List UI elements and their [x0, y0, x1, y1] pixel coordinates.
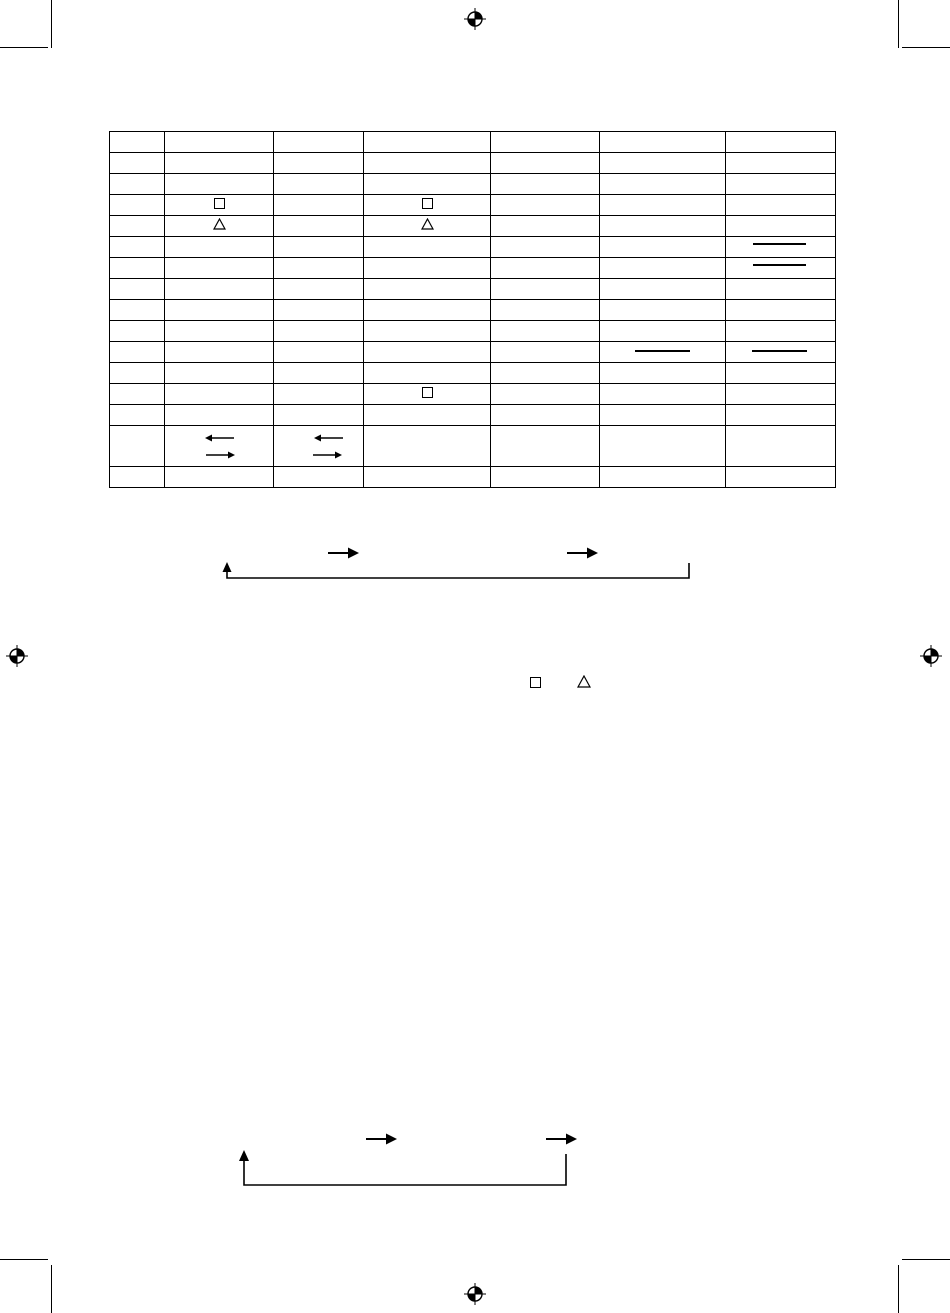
table-cell — [165, 237, 274, 258]
table-cell — [364, 342, 491, 363]
table-cell — [600, 467, 726, 488]
table-cell — [165, 300, 274, 321]
table-cell — [491, 342, 600, 363]
table-cell — [165, 321, 274, 342]
crop-mark-top-left-v — [51, 0, 52, 48]
table-row — [110, 174, 836, 195]
registration-mark-left — [6, 645, 28, 667]
table-cell — [491, 384, 600, 405]
table-cell — [600, 237, 726, 258]
crop-mark-bottom-right-h — [902, 1259, 950, 1260]
specification-table — [109, 131, 836, 488]
table-cell — [364, 426, 491, 467]
table-row — [110, 405, 836, 426]
table-cell — [600, 174, 726, 195]
table-cell — [726, 300, 836, 321]
table-cell — [364, 467, 491, 488]
table-row — [110, 216, 836, 237]
table-cell — [491, 300, 600, 321]
arrow-right-icon — [312, 451, 342, 459]
table-cell — [600, 342, 726, 363]
table-cell — [364, 258, 491, 279]
crop-mark-top-right-h — [902, 47, 950, 48]
table-cell — [491, 279, 600, 300]
table-cell — [274, 426, 364, 467]
table-cell — [165, 132, 274, 153]
arrow-right-icon — [328, 548, 359, 559]
table-cell — [726, 237, 836, 258]
table-cell — [274, 174, 364, 195]
table-cell — [274, 216, 364, 237]
arrow-left-icon — [314, 434, 344, 442]
table-cell — [726, 132, 836, 153]
table-row — [110, 195, 836, 216]
table-cell — [600, 384, 726, 405]
table-cell — [491, 426, 600, 467]
table-row — [110, 279, 836, 300]
table-cell — [491, 467, 600, 488]
table-cell — [110, 174, 165, 195]
table-cell — [600, 363, 726, 384]
crop-mark-top-left-h — [0, 47, 48, 48]
square-icon — [422, 387, 433, 398]
square-icon — [422, 198, 433, 209]
table-cell — [274, 300, 364, 321]
table-cell — [274, 384, 364, 405]
registration-mark-bottom — [464, 1283, 486, 1305]
table-cell — [726, 363, 836, 384]
table-cell — [364, 153, 491, 174]
table-row — [110, 321, 836, 342]
table-cell — [726, 405, 836, 426]
table-cell — [274, 237, 364, 258]
table-row — [110, 384, 836, 405]
table-cell — [165, 467, 274, 488]
table-cell — [274, 321, 364, 342]
arrow-left-icon — [205, 434, 235, 442]
table-cell — [491, 216, 600, 237]
crop-mark-bottom-left-v — [51, 1265, 52, 1313]
table-cell — [274, 153, 364, 174]
table-cell — [491, 363, 600, 384]
table-cell — [110, 195, 165, 216]
overline-mark — [753, 243, 806, 245]
table-cell — [491, 174, 600, 195]
table-cell — [274, 405, 364, 426]
table-cell — [491, 195, 600, 216]
crop-mark-top-right-v — [898, 0, 899, 48]
return-arrow — [223, 562, 690, 578]
arrow-right-icon — [366, 1134, 397, 1145]
table-cell — [110, 405, 165, 426]
arrow-right-icon — [567, 548, 598, 559]
table-cell — [165, 258, 274, 279]
table-cell — [364, 216, 491, 237]
triangle-icon — [577, 675, 591, 688]
table-cell — [726, 342, 836, 363]
table-cell — [491, 258, 600, 279]
table-cell — [600, 132, 726, 153]
table-cell — [165, 405, 274, 426]
table-cell — [165, 153, 274, 174]
table-cell — [600, 300, 726, 321]
table-cell — [600, 216, 726, 237]
table-cell — [600, 405, 726, 426]
table-cell — [274, 342, 364, 363]
table-cell — [364, 195, 491, 216]
table-cell — [110, 384, 165, 405]
table-cell — [110, 237, 165, 258]
table-cell — [110, 153, 165, 174]
table-cell — [726, 384, 836, 405]
table-cell — [491, 321, 600, 342]
table-cell — [600, 195, 726, 216]
table-cell — [491, 237, 600, 258]
table-row — [110, 467, 836, 488]
cycle-diagram-2 — [232, 1128, 582, 1190]
table-cell — [274, 195, 364, 216]
table-cell — [110, 279, 165, 300]
registration-mark-top — [464, 8, 486, 30]
table-cell — [726, 153, 836, 174]
table-cell — [726, 258, 836, 279]
table-cell — [274, 279, 364, 300]
table-row — [110, 342, 836, 363]
table-cell — [364, 237, 491, 258]
table-cell — [110, 321, 165, 342]
registration-mark-right — [920, 645, 942, 667]
triangle-icon — [213, 218, 226, 230]
overline-mark — [752, 350, 807, 352]
table-cell — [274, 258, 364, 279]
table-cell — [110, 426, 165, 467]
table-cell — [726, 321, 836, 342]
arrow-right-icon — [205, 451, 235, 459]
cycle-diagram-1 — [215, 540, 700, 585]
overline-mark — [753, 264, 806, 266]
table-cell — [491, 132, 600, 153]
table-cell — [165, 342, 274, 363]
table-cell — [110, 467, 165, 488]
table-row — [110, 237, 836, 258]
table-cell — [165, 363, 274, 384]
table-cell — [491, 405, 600, 426]
table-cell — [110, 300, 165, 321]
triangle-icon — [421, 218, 434, 230]
crop-mark-bottom-left-h — [0, 1259, 48, 1260]
table-cell — [274, 363, 364, 384]
table-cell — [165, 195, 274, 216]
table-cell — [364, 405, 491, 426]
table-cell — [726, 426, 836, 467]
table-cell — [600, 258, 726, 279]
table-cell — [726, 467, 836, 488]
arrow-right-icon — [546, 1134, 577, 1145]
table-cell — [726, 216, 836, 237]
table-cell — [110, 342, 165, 363]
table-row — [110, 363, 836, 384]
overline-mark — [635, 350, 690, 352]
table-cell — [364, 279, 491, 300]
table-cell — [600, 321, 726, 342]
table-row — [110, 258, 836, 279]
table-cell — [165, 279, 274, 300]
table-row — [110, 153, 836, 174]
table-cell — [726, 195, 836, 216]
table-cell — [110, 258, 165, 279]
table-cell — [364, 174, 491, 195]
table-cell — [364, 300, 491, 321]
table-cell — [165, 174, 274, 195]
return-arrow — [239, 1150, 566, 1185]
table-cell — [491, 153, 600, 174]
table-cell — [274, 467, 364, 488]
table-cell — [600, 426, 726, 467]
table-cell — [364, 132, 491, 153]
table-cell — [110, 216, 165, 237]
table-cell — [726, 279, 836, 300]
crop-mark-bottom-right-v — [898, 1265, 899, 1313]
table-cell — [110, 363, 165, 384]
table-cell — [165, 426, 274, 467]
table-cell — [364, 321, 491, 342]
table-cell — [165, 384, 274, 405]
square-icon — [530, 677, 541, 688]
table-cell — [165, 216, 274, 237]
table-cell — [364, 384, 491, 405]
table-row — [110, 132, 836, 153]
table-cell — [600, 153, 726, 174]
table-row — [110, 300, 836, 321]
square-icon — [214, 198, 225, 209]
table-cell — [110, 132, 165, 153]
table-cell — [600, 279, 726, 300]
table-cell — [274, 132, 364, 153]
table-cell — [726, 174, 836, 195]
table-cell — [364, 363, 491, 384]
table-row — [110, 426, 836, 467]
